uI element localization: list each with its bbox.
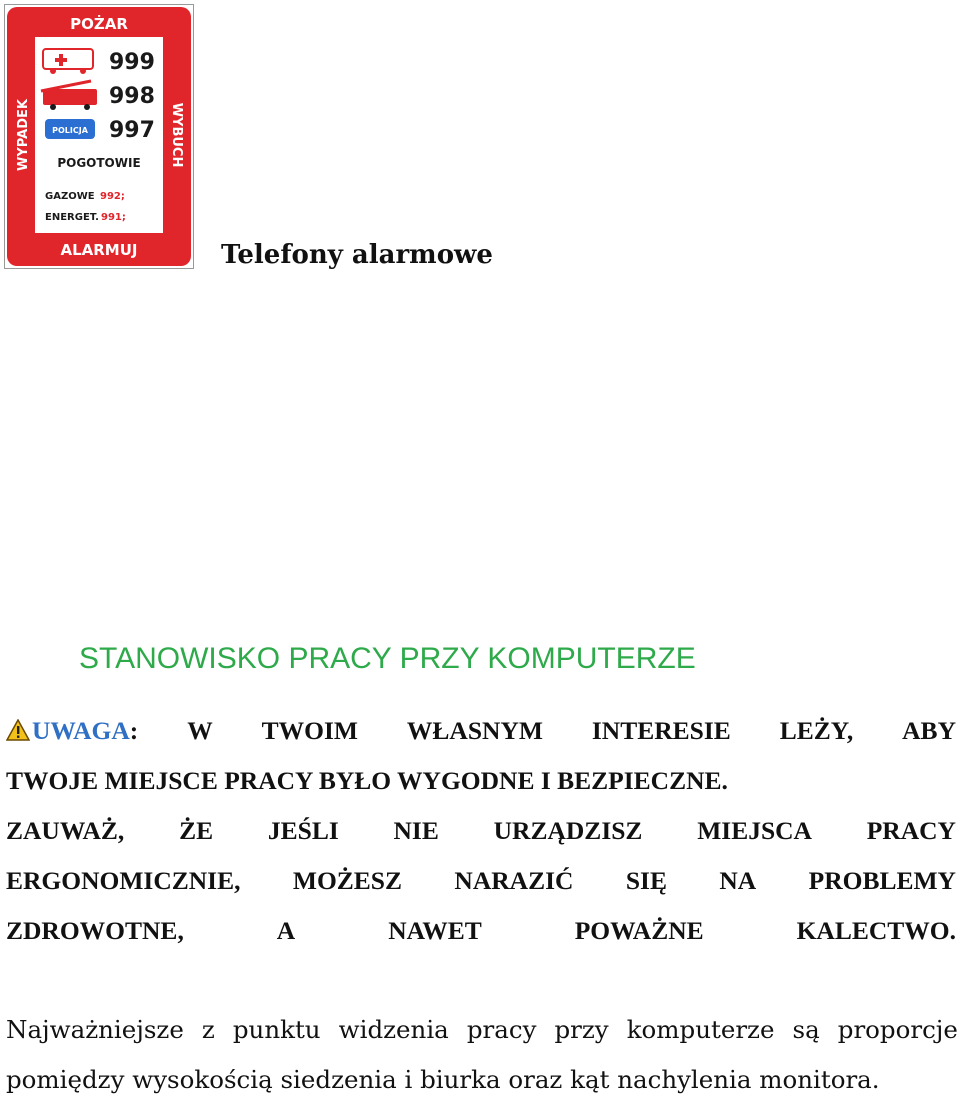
warning-line-4: [6, 856, 956, 906]
body-word: przy: [554, 1015, 609, 1044]
warning-word: URZĄDZISZ: [493, 816, 643, 845]
warning-word: JEŚLI: [267, 816, 339, 845]
warning-word: ŻE: [179, 816, 214, 845]
warning-word: MOŻESZ: [292, 866, 403, 895]
pogotowie-label: POGOTOWIE: [57, 156, 141, 170]
warning-text: TWOJE MIEJSCE PRACY BYŁO WYGODNE I BEZPIECZNE.: [6, 766, 728, 795]
body-paragraph: [6, 1005, 958, 1105]
body-text: pomiędzy wysokością siedzenia i biurka oraz kąt nachylenia monitora.: [6, 1065, 880, 1094]
warning-word: ZAUWAŻ,: [6, 816, 125, 845]
warning-triangle-icon: [6, 719, 30, 741]
body-word: widzenia: [338, 1015, 449, 1044]
warning-line-3: [6, 806, 956, 856]
fire-number: 998: [109, 84, 155, 109]
sign-bottom-label: ALARMUJ: [60, 241, 138, 259]
body-word: pracy: [466, 1015, 537, 1044]
warning-word: KALECTWO.: [796, 916, 956, 945]
warning-word: MIEJSCA: [697, 816, 812, 845]
gazowe-number: 992;: [100, 191, 125, 202]
section-heading: STANOWISKO PRACY PRZY KOMPUTERZE: [79, 642, 696, 675]
warning-block: [6, 706, 956, 956]
warning-colon: :: [129, 716, 139, 745]
warning-line-1: [6, 706, 956, 756]
warning-word: INTERESIE: [591, 716, 731, 745]
warning-word: NA: [719, 866, 757, 895]
warning-word: NAWET: [388, 916, 482, 945]
warning-word: PRACY: [866, 816, 956, 845]
warning-word: A: [276, 916, 296, 945]
warning-word: SIĘ: [625, 866, 667, 895]
warning-word: ERGONOMICZNIE,: [6, 866, 241, 895]
police-number: 997: [109, 118, 155, 143]
warning-word: TWOIM: [261, 716, 358, 745]
sign-left-label: WYPADEK: [16, 99, 31, 171]
emergency-numbers-sign: [4, 4, 194, 269]
warning-label-group: [6, 706, 138, 756]
ambulance-number: 999: [109, 50, 155, 75]
sign-top-label: POŻAR: [70, 15, 128, 33]
warning-word: LEŻY,: [779, 716, 854, 745]
body-line-2: [6, 1055, 958, 1105]
warning-label: UWAGA: [32, 716, 130, 745]
body-word: z: [201, 1015, 215, 1044]
warning-word: NARAZIĆ: [454, 866, 574, 895]
energet-number: 991;: [101, 212, 126, 223]
body-word: punktu: [232, 1015, 321, 1044]
police-car-icon: [45, 119, 95, 139]
warning-word: ABY: [902, 716, 956, 745]
warning-line-5: [6, 906, 956, 956]
warning-word: W: [187, 716, 213, 745]
body-word: są: [792, 1015, 820, 1044]
sign-caption: Telefony alarmowe: [221, 240, 493, 270]
body-word: proporcje: [837, 1015, 958, 1044]
warning-line-2: [6, 756, 956, 806]
sign-right-label: WYBUCH: [169, 102, 184, 168]
warning-word: WŁASNYM: [406, 716, 543, 745]
gazowe-label: GAZOWE: [45, 191, 95, 202]
warning-word: ZDROWOTNE,: [6, 916, 184, 945]
energet-label: ENERGET.: [45, 212, 99, 223]
police-label: POLICJA: [52, 126, 88, 135]
body-line-1: [6, 1005, 958, 1055]
warning-word: POWAŻNE: [574, 916, 704, 945]
body-word: komputerze: [626, 1015, 775, 1044]
warning-word: PROBLEMY: [808, 866, 956, 895]
warning-word: NIE: [393, 816, 439, 845]
body-word: Najważniejsze: [6, 1015, 184, 1044]
